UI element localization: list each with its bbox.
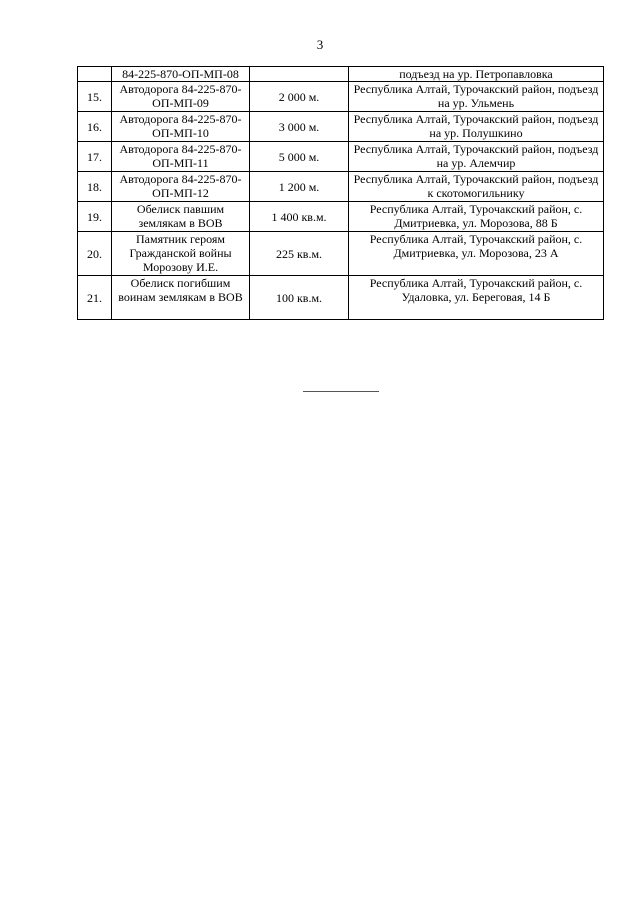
table-row	[78, 82, 604, 112]
property-table	[77, 66, 604, 320]
object-location: Республика Алтай, Турочакский район, с. Дмитриевка, ул. Морозова, 88 Б	[349, 202, 604, 232]
row-number: 18.	[78, 172, 112, 202]
object-location: Республика Алтай, Турочакский район, подъезд на ур. Ульмень	[349, 82, 604, 112]
object-size: 5 000 м.	[250, 142, 349, 172]
table-row	[78, 67, 604, 82]
table-row	[78, 142, 604, 172]
object-name: Обелиск павшим землякам в ВОВ	[112, 202, 250, 232]
table-row	[78, 276, 604, 320]
end-divider-line	[303, 391, 379, 392]
row-number: 21.	[78, 276, 112, 320]
table-row	[78, 112, 604, 142]
table-row	[78, 202, 604, 232]
row-number: 16.	[78, 112, 112, 142]
row-number: 20.	[78, 232, 112, 276]
object-location: Республика Алтай, Турочакский район, подъезд на ур. Полушкино	[349, 112, 604, 142]
object-size: 100 кв.м.	[250, 276, 349, 320]
page-number: 3	[316, 37, 324, 52]
object-name: Автодорога 84-225-870-ОП-МП-10	[112, 112, 250, 142]
object-name: 84-225-870-ОП-МП-08	[112, 67, 250, 82]
row-number: 15.	[78, 82, 112, 112]
table-row	[78, 172, 604, 202]
object-location: Республика Алтай, Турочакский район, с. Дмитриевка, ул. Морозова, 23 А	[349, 232, 604, 276]
object-name: Обелиск погибшим воинам землякам в ВОВ	[112, 276, 250, 320]
row-number	[78, 67, 112, 82]
object-size: 2 000 м.	[250, 82, 349, 112]
object-size: 225 кв.м.	[250, 232, 349, 276]
object-size: 3 000 м.	[250, 112, 349, 142]
object-name: Памятник героям Гражданской войны Морозову И.Е.	[112, 232, 250, 276]
object-name: Автодорога 84-225-870-ОП-МП-09	[112, 82, 250, 112]
row-number: 17.	[78, 142, 112, 172]
object-location: Республика Алтай, Турочакский район, подъезд к скотомогильнику	[349, 172, 604, 202]
row-number: 19.	[78, 202, 112, 232]
object-size	[250, 67, 349, 82]
object-size: 1 200 м.	[250, 172, 349, 202]
object-location: Республика Алтай, Турочакский район, с. Удаловка, ул. Береговая, 14 Б	[349, 276, 604, 320]
object-location: Республика Алтай, Турочакский район, подъезд на ур. Алемчир	[349, 142, 604, 172]
table-row	[78, 232, 604, 276]
object-name: Автодорога 84-225-870-ОП-МП-11	[112, 142, 250, 172]
object-location: подъезд на ур. Петропавловка	[349, 67, 604, 82]
object-name: Автодорога 84-225-870-ОП-МП-12	[112, 172, 250, 202]
object-size: 1 400 кв.м.	[250, 202, 349, 232]
